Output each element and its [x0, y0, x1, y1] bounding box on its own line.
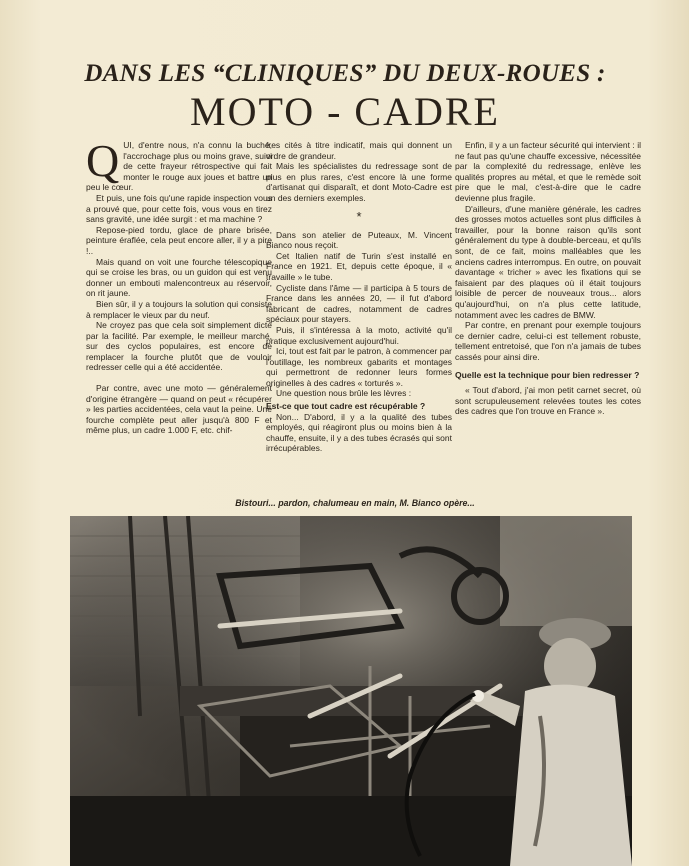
paragraph-text: UI, d'entre nous, n'a connu la buche, l'accrochage plus ou moins grave, suivi de cette frayeur rétrospective qui fait monter le rouge aux joues et battre un peu le cœur. — [86, 140, 272, 193]
paragraph: Par contre, avec une moto — généralement d'origine étrangère — quand on peut « récupérer » les parties accidentées, cela vaut la peine. Une fourche complète peut aller jusqu'à 800 F et même plus, un cadre 1.000 F, etc. chif- — [86, 383, 272, 436]
text-column-1 — [86, 135, 272, 436]
paragraph: * — [356, 208, 362, 224]
paragraph: Puis, il s'intéressa à la moto, activité qu'il pratique exclusivement aujourd'hui. — [266, 324, 452, 346]
photo-caption: Bistouri... pardon, chalumeau en main, M. Bianco opère... — [235, 498, 475, 508]
text-column-2 — [266, 140, 452, 454]
paragraph: Par contre, en prenant pour exemple toujours ce dernier cadre, celui-ci est tellement robuste, tellement entretoisé, que l'on n'a jamais de tubes cassés pour ainsi dire. — [455, 320, 641, 362]
text-column-3 — [455, 140, 641, 417]
paragraph: Cycliste dans l'âme — il participa à 5 tours de France dans les années 20, — il fut d'abord fabricant de cadres, notamment de cadres spéciaux pour stayers. — [266, 282, 452, 325]
paragraph: Ne croyez pas que cela soit simplement dicté par la facilité. Par exemple, le meilleur marché, sur des cyclos populaires, est encore de remplacer la fourche plutôt que de vouloir redresser celle qui a été accidentée. — [86, 320, 272, 373]
article-title: MOTO - CADRE — [190, 89, 500, 134]
paragraph: fres cités à titre indicatif, mais qui donnent un ordre de grandeur. — [266, 140, 452, 161]
workshop-photo — [70, 516, 632, 866]
article-kicker: DANS LES “CLINIQUES” DU DEUX-ROUES : — [84, 60, 606, 87]
paragraph: Mais les spécialistes du redressage sont de plus en plus rares, c'est encore là une forme d'artisanat qui disparaît, et dont Moto-Cadre est un des derniers exemples. — [266, 161, 452, 203]
paragraph: Et puis, une fois qu'une rapide inspection vous a prouvé que, pour cette fois, vous vous en tirez sans gravité, une idée surgit : et ma machine ? — [86, 192, 272, 225]
paragraph: Cet Italien natif de Turin s'est installé en France en 1921. Et, depuis cette époque, il « travaille » le tube. — [266, 250, 452, 282]
paragraph: Bien sûr, il y a toujours la solution qui consiste à remplacer le vieux par du neuf. — [86, 298, 272, 320]
paragraph: Une question nous brûle les lèvres : — [276, 388, 412, 399]
paragraph: Mais quand on voit une fourche télescopique qui se croise les bras, ou un guidon qui est venu donner un embouti malencontreux au réservoir, on rit jaune. — [86, 256, 272, 299]
paragraph: Ici, tout est fait par le patron, à commencer par l'outillage, les nombreux gabarits et montages qui permettront de redonner leurs formes originelles à des cadres « torturés ». — [266, 346, 452, 388]
paragraph: Dans son atelier de Puteaux, M. Vincent Bianco nous reçoit. — [266, 229, 452, 251]
drop-cap: Q — [86, 135, 120, 186]
workshop-photo-illustration — [70, 516, 632, 866]
paragraph: « Tout d'abord, j'ai mon petit carnet secret, où sont scrupuleusement relevées toutes les cotes des cadres que l'on trouve en France ». — [455, 385, 641, 417]
paragraph: Non... D'abord, il y a la qualité des tubes employés, qui réagiront plus ou moins bien à la chauffe, ensuite, il y a des tubes écrasés qui sont irrécupérables. — [266, 411, 452, 454]
paragraph: Est-ce que tout cadre est récupérable ? — [266, 401, 426, 412]
paragraph: Quelle est la technique pour bien redresser ? — [455, 370, 640, 381]
paragraph: D'ailleurs, d'une manière générale, les cadres des grosses motos actuelles sont plus difficiles à travailler, pour la bonne raison qu'ils sont généralement du type à double-berceau, et qu'ils sont, de ce fait, moins malléables que les anciens cadres interrompus. En outre, on pouvait davantage « tricher » avec les fixations qui se faisaient par des plaques où il était toujours loisible de percer de nouveaux trous... alors qu'aujourd'hui, on n'a plus cette latitude, notamment avec les cadres de BMW. — [455, 203, 641, 320]
paragraph: Repose-pied tordu, glace de phare brisée, peinture éraflée, cela peut encore aller, il y a pire !.. — [86, 224, 272, 256]
paragraph — [86, 135, 272, 193]
paragraph: Enfin, il y a un facteur sécurité qui intervient : il ne faut pas qu'une chauffe excessive, nécessitée par la complexité du redressage, enlève les qualités propres au métal, et que le remède soit pire que le mal, c'est-à-dire que le cadre devienne plus fragile. — [455, 140, 641, 203]
